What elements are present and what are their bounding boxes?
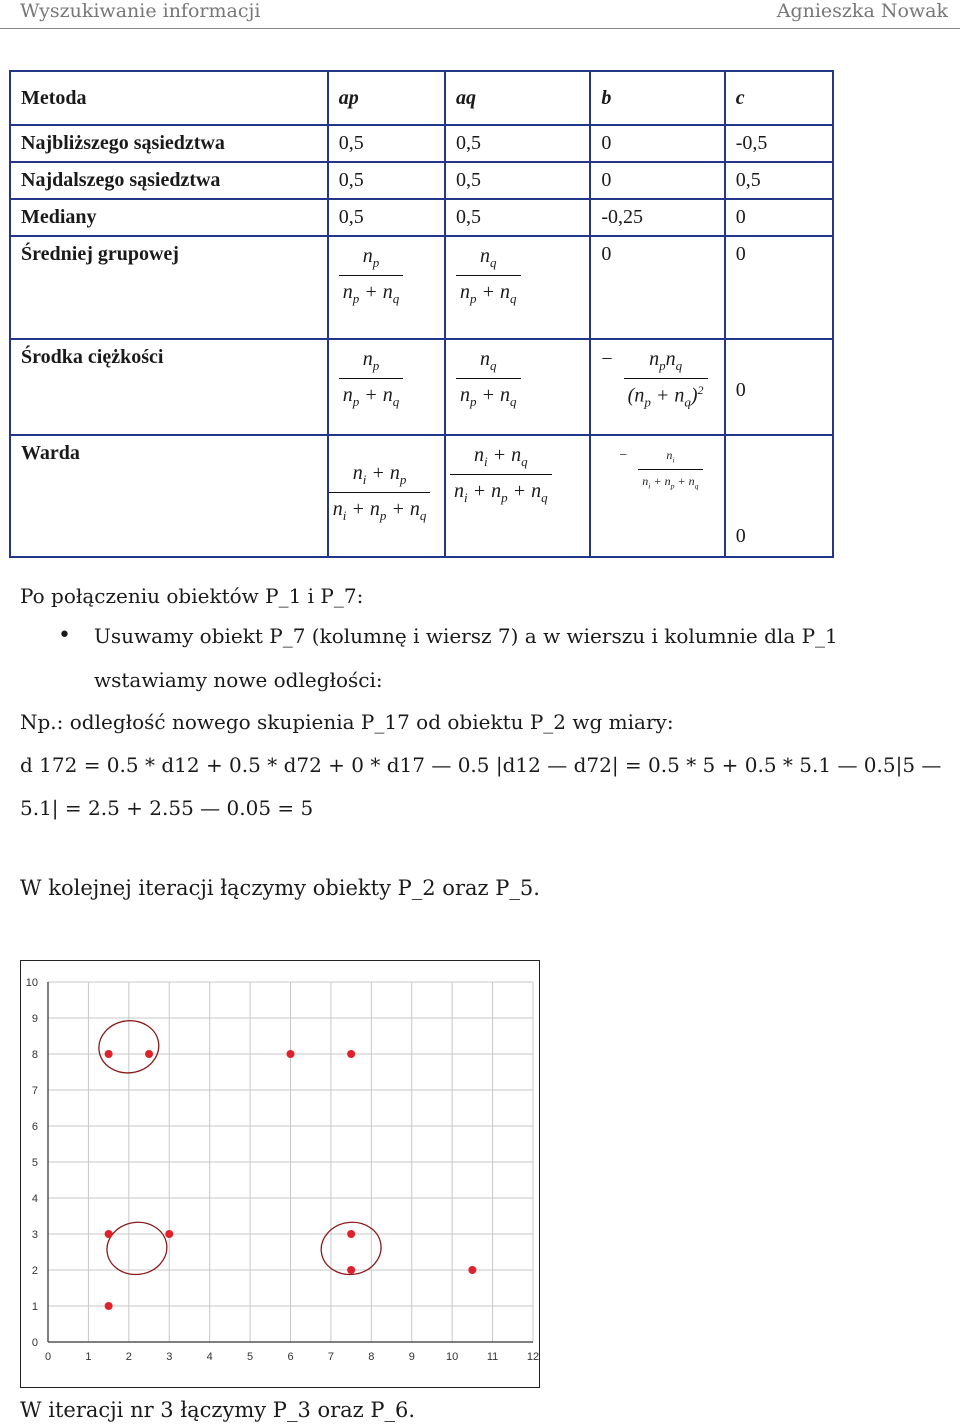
fraction-np-over-sum: $\frac{n_p}{n_p + n_q}$	[339, 243, 404, 307]
iteration-3-paragraph: W iteracji nr 3 łączymy P_3 oraz P_6.	[20, 1398, 416, 1422]
cell-ap-formula	[328, 435, 445, 557]
cell-c: 0,5	[725, 162, 833, 199]
data-point	[347, 1050, 355, 1058]
data-point	[347, 1266, 355, 1274]
fraction-nq-over-sum: $\frac{n_q}{n_p + n_q}$	[456, 346, 521, 410]
y-tick-label: 6	[31, 1121, 38, 1133]
data-point	[287, 1050, 295, 1058]
chart-frame	[20, 960, 540, 1388]
header-divider	[0, 28, 960, 29]
data-point	[468, 1266, 476, 1274]
table-row	[10, 125, 833, 162]
y-tick-label: 1	[31, 1301, 38, 1313]
method-name: Najdalszego sąsiedztwa	[10, 162, 328, 199]
cell-aq: 0,5	[445, 162, 590, 199]
cell-c: 0	[725, 199, 833, 236]
cell-ap-formula	[328, 236, 445, 339]
x-tick-label: 10	[446, 1351, 459, 1363]
formula-line-2: 5.1| = 2.5 + 2.55 — 0.05 = 5	[20, 796, 314, 820]
x-tick-label: 12	[526, 1351, 540, 1363]
x-tick-label: 2	[125, 1351, 132, 1363]
data-point	[105, 1302, 113, 1310]
method-name: Warda	[10, 435, 328, 557]
cell-b-formula: − $\frac{n_i}{n_i + n_p + n_q}$	[590, 435, 724, 557]
fraction-ni-np-over-sum: $\frac{n_i + n_p}{n_i + n_p + n_q}$	[329, 460, 431, 524]
method-name: Mediany	[10, 199, 328, 236]
data-point	[105, 1050, 113, 1058]
y-tick-label: 8	[31, 1049, 38, 1061]
col-header-aq: aq	[445, 71, 590, 125]
formula-line-1: d 172 = 0.5 * d12 + 0.5 * d72 + 0 * d17 — 0.5 |d12 — d72| = 0.5 * 5 + 0.5 * 5.1 — 0.5|5 —	[20, 753, 942, 777]
x-tick-label: 5	[247, 1351, 254, 1363]
table-row	[10, 199, 833, 236]
fraction-ni-over-sum: $\frac{n_i}{n_i + n_p + n_q}$	[638, 447, 702, 492]
bullet-marker: •	[58, 623, 71, 648]
cell-c: 0	[725, 236, 833, 339]
method-name: Średniej grupowej	[10, 236, 328, 339]
linkage-methods-table	[9, 70, 834, 558]
y-tick-label: 3	[31, 1229, 38, 1241]
data-point	[165, 1230, 173, 1238]
fraction-nq-over-sum: $\frac{n_q}{n_p + n_q}$	[456, 243, 521, 307]
x-tick-label: 7	[327, 1351, 334, 1363]
cell-ap: 0,5	[328, 125, 445, 162]
bullet-text-line2: wstawiamy nowe odległości:	[94, 668, 383, 692]
cell-aq-formula	[445, 236, 590, 339]
cell-ap-formula	[328, 339, 445, 435]
cell-b-formula: − $\frac{n_pn_q}{(n_p + n_q)^2}$	[590, 339, 724, 435]
fraction-npnq-over-square: $\frac{n_pn_q}{(n_p + n_q)^2}$	[624, 346, 708, 411]
x-tick-label: 3	[166, 1351, 173, 1363]
bullet-text-line1: Usuwamy obiekt P_7 (kolumnę i wiersz 7) a w wierszu i kolumnie dla P_1	[94, 624, 838, 648]
col-header-ap: ap	[328, 71, 445, 125]
x-tick-label: 4	[206, 1351, 213, 1363]
y-tick-label: 9	[31, 1013, 38, 1025]
data-point	[145, 1050, 153, 1058]
example-paragraph: Np.: odległość nowego skupienia P_17 od obiektu P_2 wg miary:	[20, 710, 674, 734]
header-doc-title: Wyszukiwanie informacji	[20, 0, 261, 22]
y-tick-label: 10	[25, 977, 38, 989]
x-tick-label: 9	[408, 1351, 415, 1363]
data-point	[347, 1230, 355, 1238]
cell-aq-formula	[445, 339, 590, 435]
y-tick-label: 4	[31, 1193, 38, 1205]
y-tick-label: 7	[31, 1085, 38, 1097]
data-point	[105, 1230, 113, 1238]
col-header-c: c	[725, 71, 833, 125]
cell-c: 0	[725, 339, 833, 435]
y-tick-label: 5	[31, 1157, 38, 1169]
fraction-np-over-sum: $\frac{n_p}{n_p + n_q}$	[339, 346, 404, 410]
x-tick-label: 6	[287, 1351, 294, 1363]
x-tick-label: 0	[44, 1351, 52, 1363]
table-row	[10, 162, 833, 199]
cell-b: 0	[590, 236, 724, 339]
table-row	[10, 339, 833, 435]
cell-aq: 0,5	[445, 125, 590, 162]
cell-b: 0	[590, 125, 724, 162]
next-iteration-paragraph: W kolejnej iteracji łączymy obiekty P_2 oraz P_5.	[20, 876, 540, 900]
method-name: Najbliższego sąsiedztwa	[10, 125, 328, 162]
x-tick-label: 11	[486, 1351, 499, 1363]
table-row	[10, 236, 833, 339]
fraction-ni-nq-over-sum: $\frac{n_i + n_q}{n_i + n_p + n_q}$	[450, 442, 552, 506]
x-tick-label: 1	[85, 1351, 92, 1363]
y-tick-label: 2	[31, 1265, 38, 1277]
table-header-row	[10, 71, 833, 125]
y-tick-label: 0	[31, 1337, 38, 1349]
col-header-method: Metoda	[10, 71, 328, 125]
method-name: Środka ciężkości	[10, 339, 328, 435]
x-tick-label: 8	[368, 1351, 375, 1363]
cell-aq: 0,5	[445, 199, 590, 236]
cell-c: 0	[725, 435, 833, 557]
table-row	[10, 435, 833, 557]
cell-c: -0,5	[725, 125, 833, 162]
col-header-b: b	[590, 71, 724, 125]
cell-ap: 0,5	[328, 162, 445, 199]
scatter-chart	[20, 960, 540, 1388]
intro-paragraph: Po połączeniu obiektów P_1 i P_7:	[20, 584, 364, 608]
cell-aq-formula	[445, 435, 590, 557]
cell-b: -0,25	[590, 199, 724, 236]
cell-ap: 0,5	[328, 199, 445, 236]
header-author: Agnieszka Nowak	[776, 0, 948, 22]
cell-b: 0	[590, 162, 724, 199]
